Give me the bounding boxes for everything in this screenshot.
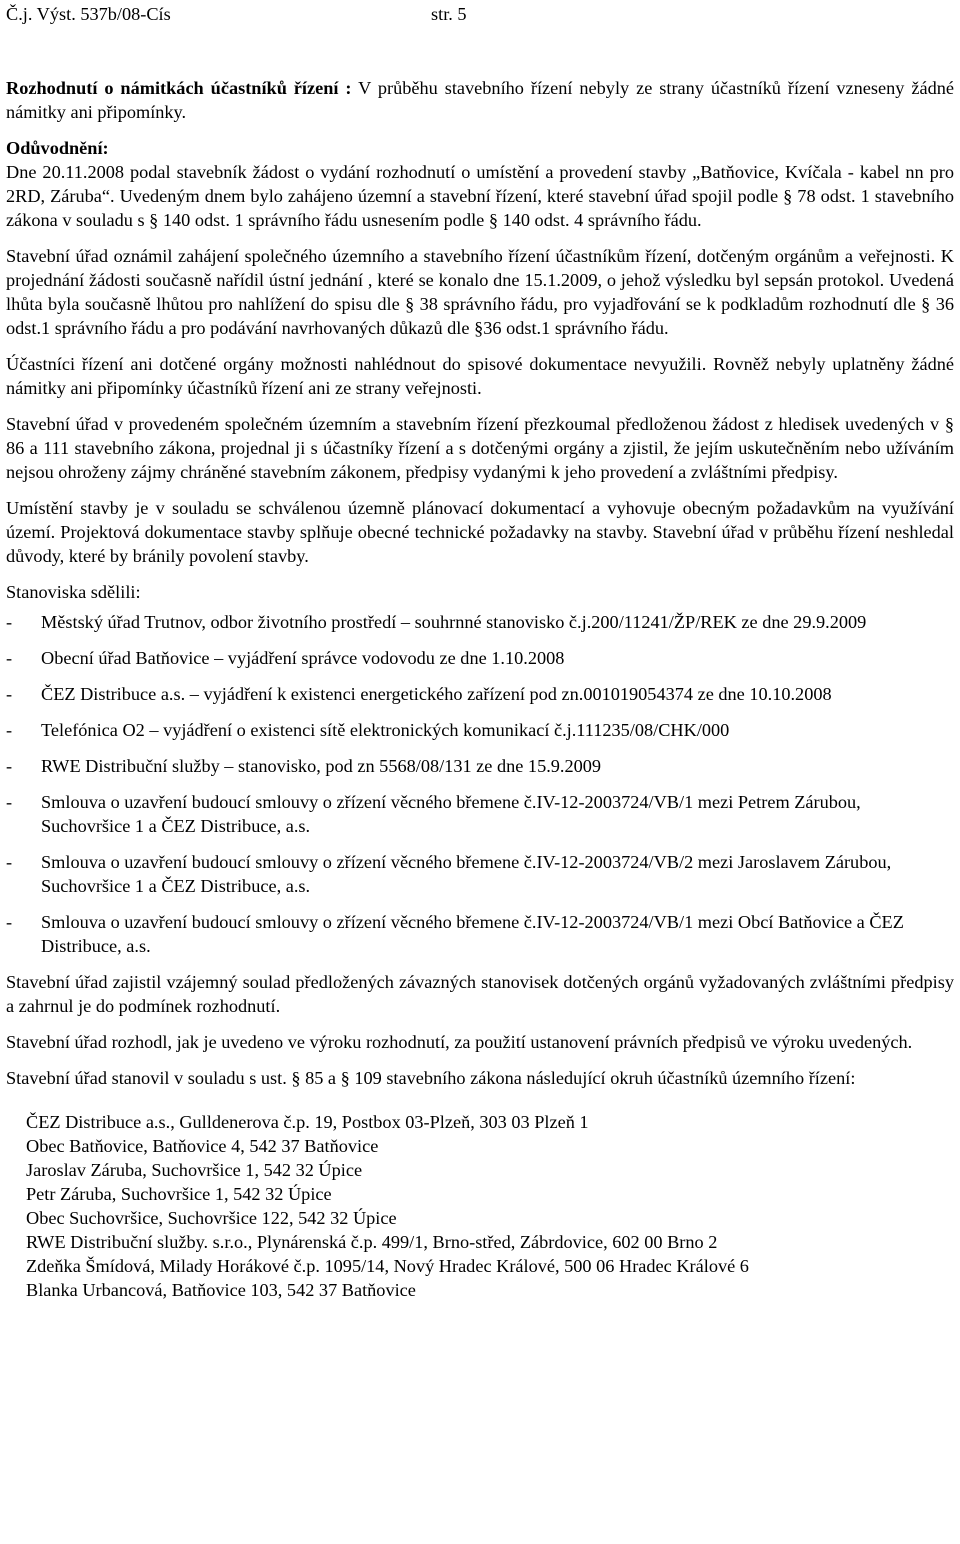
opinions-heading: Stanoviska sdělili: — [6, 582, 141, 602]
participant-address: Petr Záruba, Suchovršice 1, 542 32 Úpice — [26, 1184, 332, 1204]
paragraph-announcement: Stavební úřad oznámil zahájení společného územního a stavebního řízení účastníkům řízení, dotčeným orgánům a veřejnosti. K projednání žádosti současně nařídil ústní jednání , které se konalo dne 15.1.2009, o jehož výsledku byl sepsán protokol. Uvedená lhůta byla současně lhůtou pro nahlížení do spisu dle § 38 správního řádu, pro vyjadřování se k podkladům rozhodnutí dle § 36 odst.1 správního řádu a pro podávání navrhovaných důkazů dle §36 odst.1 správního řádu. — [6, 246, 954, 338]
participant-address: Jaroslav Záruba, Suchovršice 1, 542 32 Úpice — [26, 1160, 363, 1180]
reasoning-heading: Odůvodnění: — [6, 138, 109, 158]
paragraph-placement: Umístění stavby je v souladu se schválenou územně plánovací dokumentací a vyhovuje obecným požadavkům na využívání území. Projektová dokumentace stavby splňuje obecné technické požadavky na stavby. Stavební úřad v průběhu řízení neshledal důvody, které by bránily povolení stavby. — [6, 498, 954, 566]
list-item: - Městský úřad Trutnov, odbor životního prostředí – souhrnné stanovisko č.j.200/11241/ŽP/REK ze dne 29.9.2009 — [6, 612, 867, 632]
participant-address: Obec Batňovice, Batňovice 4, 542 37 Batňovice — [26, 1136, 379, 1156]
participant-address: Obec Suchovršice, Suchovršice 122, 542 32 Úpice — [26, 1208, 397, 1228]
participant-address: Blanka Urbancová, Batňovice 103, 542 37 Batňovice — [26, 1280, 416, 1300]
paragraph-consistency: Stavební úřad zajistil vzájemný soulad předložených závazných stanovisek dotčených orgánů vyžadovaných zvláštními předpisy a zahrnul je do podmínek rozhodnutí. — [6, 972, 954, 1016]
list-item: - Smlouva o uzavření budoucí smlouvy o zřízení věcného břemene č.IV-12-2003724/VB/2 mezi Jaroslavem Zárubou, Suchovršice 1 a ČEZ Distribuce, a.s. — [6, 852, 892, 896]
list-item: - Telefónica O2 – vyjádření o existenci sítě elektronických komunikací č.j.111235/08/CHK/000 — [6, 720, 730, 740]
list-item: - Obecní úřad Batňovice – vyjádření správce vodovodu ze dne 1.10.2008 — [6, 648, 565, 668]
paragraph-review: Stavební úřad v provedeném společném územním a stavebním řízení přezkoumal předloženou žádost z hledisek uvedených v § 86 a 111 stavebního zákona, projednal ji s účastníky řízení a s dotčenými orgány a zjistil, že jejím uskutečněním nebo užíváním nejsou ohroženy zájmy chráněné stavebním zákonem, předpisy vydanými k jeho provedení a zvláštními předpisy. — [6, 414, 954, 482]
paragraph-file-access: Účastníci řízení ani dotčené orgány možnosti nahlédnout do spisové dokumentace nevyužili. Rovněž nebyly uplatněny žádné námitky ani připomínky účastníků řízení ani ze strany veřejnosti. — [6, 354, 954, 398]
list-item: - ČEZ Distribuce a.s. – vyjádření k existenci energetického zařízení pod zn.001019054374 ze dne 10.10.2008 — [6, 684, 832, 704]
paragraph-decision: Stavební úřad rozhodl, jak je uvedeno ve výroku rozhodnutí, za použití ustanovení právních předpisů ve výroku uvedených. — [6, 1032, 913, 1052]
list-item: - Smlouva o uzavření budoucí smlouvy o zřízení věcného břemene č.IV-12-2003724/VB/1 mezi Petrem Zárubou, Suchovršice 1 a ČEZ Distribuce, a.s. — [6, 792, 861, 836]
opinions-list — [6, 610, 954, 958]
participant-address: ČEZ Distribuce a.s., Gulldenerova č.p. 19, Postbox 03-Plzeň, 303 03 Plzeň 1 — [26, 1112, 589, 1132]
objections-heading: Rozhodnutí o námitkách účastníků řízení : — [6, 78, 352, 98]
paragraph-submission: Dne 20.11.2008 podal stavebník žádost o vydání rozhodnutí o umístění a provedení stavby „Batňovice, Kvíčala - kabel nn pro 2RD, Záruba“. Uvedeným dnem bylo zahájeno územní a stavební řízení, které stavební úřad spojil podle § 78 odst. 1 stavebního zákona v souladu s § 140 odst. 1 správního řádu usnesením podle § 140 odst. 4 správního řádu. — [6, 162, 954, 230]
objections-paragraph — [6, 76, 954, 124]
list-item: - Smlouva o uzavření budoucí smlouvy o zřízení věcného břemene č.IV-12-2003724/VB/1 mezi Obcí Batňovice a ČEZ Distribuce, a.s. — [6, 912, 904, 956]
participants-list — [26, 1110, 954, 1302]
objections-text: V průběhu stavebního řízení nebyly ze strany účastníků řízení vzneseny žádné námitky ani připomínky. — [6, 78, 954, 122]
participant-address: Zdeňka Šmídová, Milady Horákové č.p. 1095/14, Nový Hradec Králové, 500 06 Hradec Králové 6 — [26, 1256, 749, 1276]
list-item: - RWE Distribuční služby – stanovisko, pod zn 5568/08/131 ze dne 15.9.2009 — [6, 756, 602, 776]
page-header — [6, 2, 954, 26]
paragraph-participants-intro: Stavební úřad stanovil v souladu s ust. § 85 a § 109 stavebního zákona následující okruh účastníků územního řízení: — [6, 1068, 856, 1088]
reference-number: Č.j. Výst. 537b/08-Cís — [6, 4, 171, 24]
page-number: str. 5 — [431, 4, 467, 24]
participant-address: RWE Distribuční služby. s.r.o., Plynárenská č.p. 499/1, Brno-střed, Zábrdovice, 602 00 Brno 2 — [26, 1232, 718, 1252]
